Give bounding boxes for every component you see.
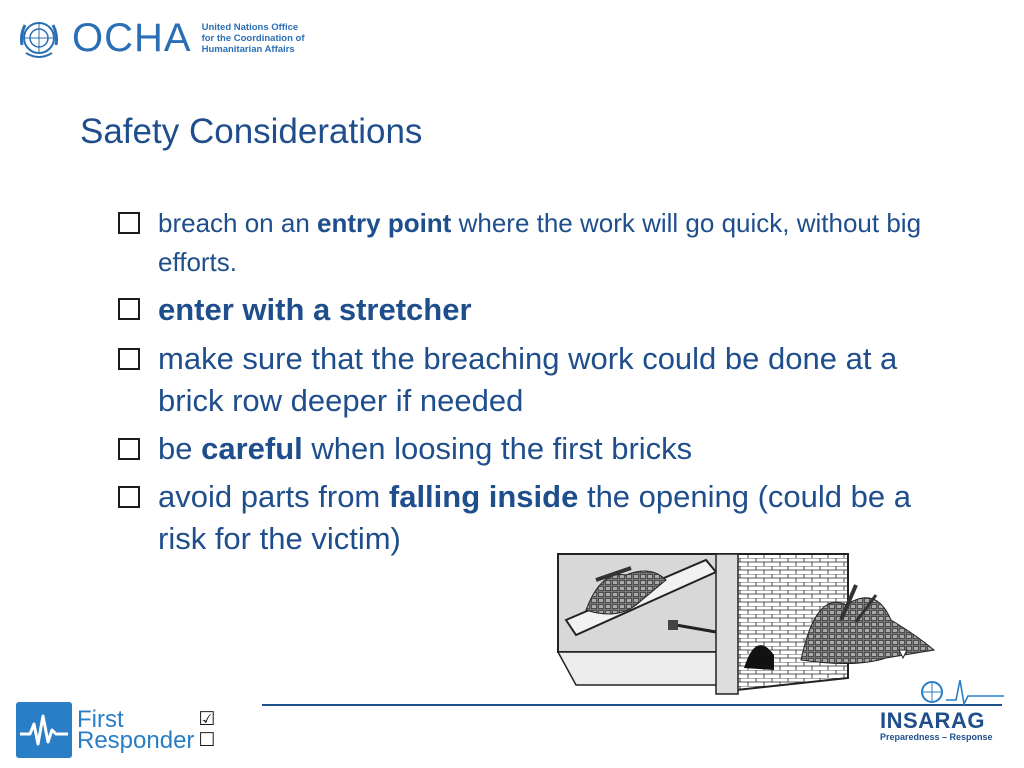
bullet-item: make sure that the breaching work could be done at a brick row deeper if needed <box>118 338 958 422</box>
bullet-list <box>118 204 958 560</box>
first-responder-line: First <box>77 706 124 733</box>
first-responder-text <box>77 706 195 754</box>
un-emblem-icon <box>880 678 1010 708</box>
first-responder-logo <box>16 702 215 758</box>
ocha-subtitle-line: for the Coordination of <box>201 32 305 44</box>
checkbox-bullet-icon <box>118 212 140 234</box>
un-emblem-icon <box>16 15 62 61</box>
bold-phrase: falling inside <box>388 479 579 514</box>
checkbox-bullet-icon <box>118 348 140 370</box>
bullet-item: avoid parts from falling inside the opening (could be a risk for the victim) <box>118 476 958 560</box>
slide-title: Safety Considerations <box>80 112 423 151</box>
bullet-item: breach on an entry point where the work will go quick, without big efforts. <box>118 204 958 282</box>
ocha-subtitle-line: United Nations Office <box>201 21 299 33</box>
unchecked-box-icon: ☐ <box>198 730 216 751</box>
breached-wall-illustration <box>556 550 936 700</box>
ocha-subtitle <box>202 22 305 55</box>
insarag-tagline: Preparedness – Response <box>880 732 993 742</box>
ocha-header <box>16 14 304 62</box>
checklist-icons <box>198 710 215 750</box>
insarag-wordmark: INSARAG <box>880 708 985 733</box>
checked-box-icon: ☑ <box>198 709 216 730</box>
ocha-subtitle-line: Humanitarian Affairs <box>201 43 295 55</box>
checkbox-bullet-icon <box>118 486 140 508</box>
bold-phrase: entry point <box>317 208 452 238</box>
checkbox-bullet-icon <box>118 438 140 460</box>
bullet-item <box>118 288 958 332</box>
bold-phrase: careful <box>201 431 303 466</box>
ocha-logo-text: OCHA <box>72 16 192 60</box>
insarag-logo <box>880 678 1010 748</box>
checkbox-bullet-icon <box>118 298 140 320</box>
bold-phrase: enter with a stretcher <box>158 292 472 327</box>
bullet-item: be careful when loosing the first bricks <box>118 428 958 470</box>
pulse-icon <box>16 702 72 758</box>
first-responder-line: Responder <box>77 727 195 754</box>
